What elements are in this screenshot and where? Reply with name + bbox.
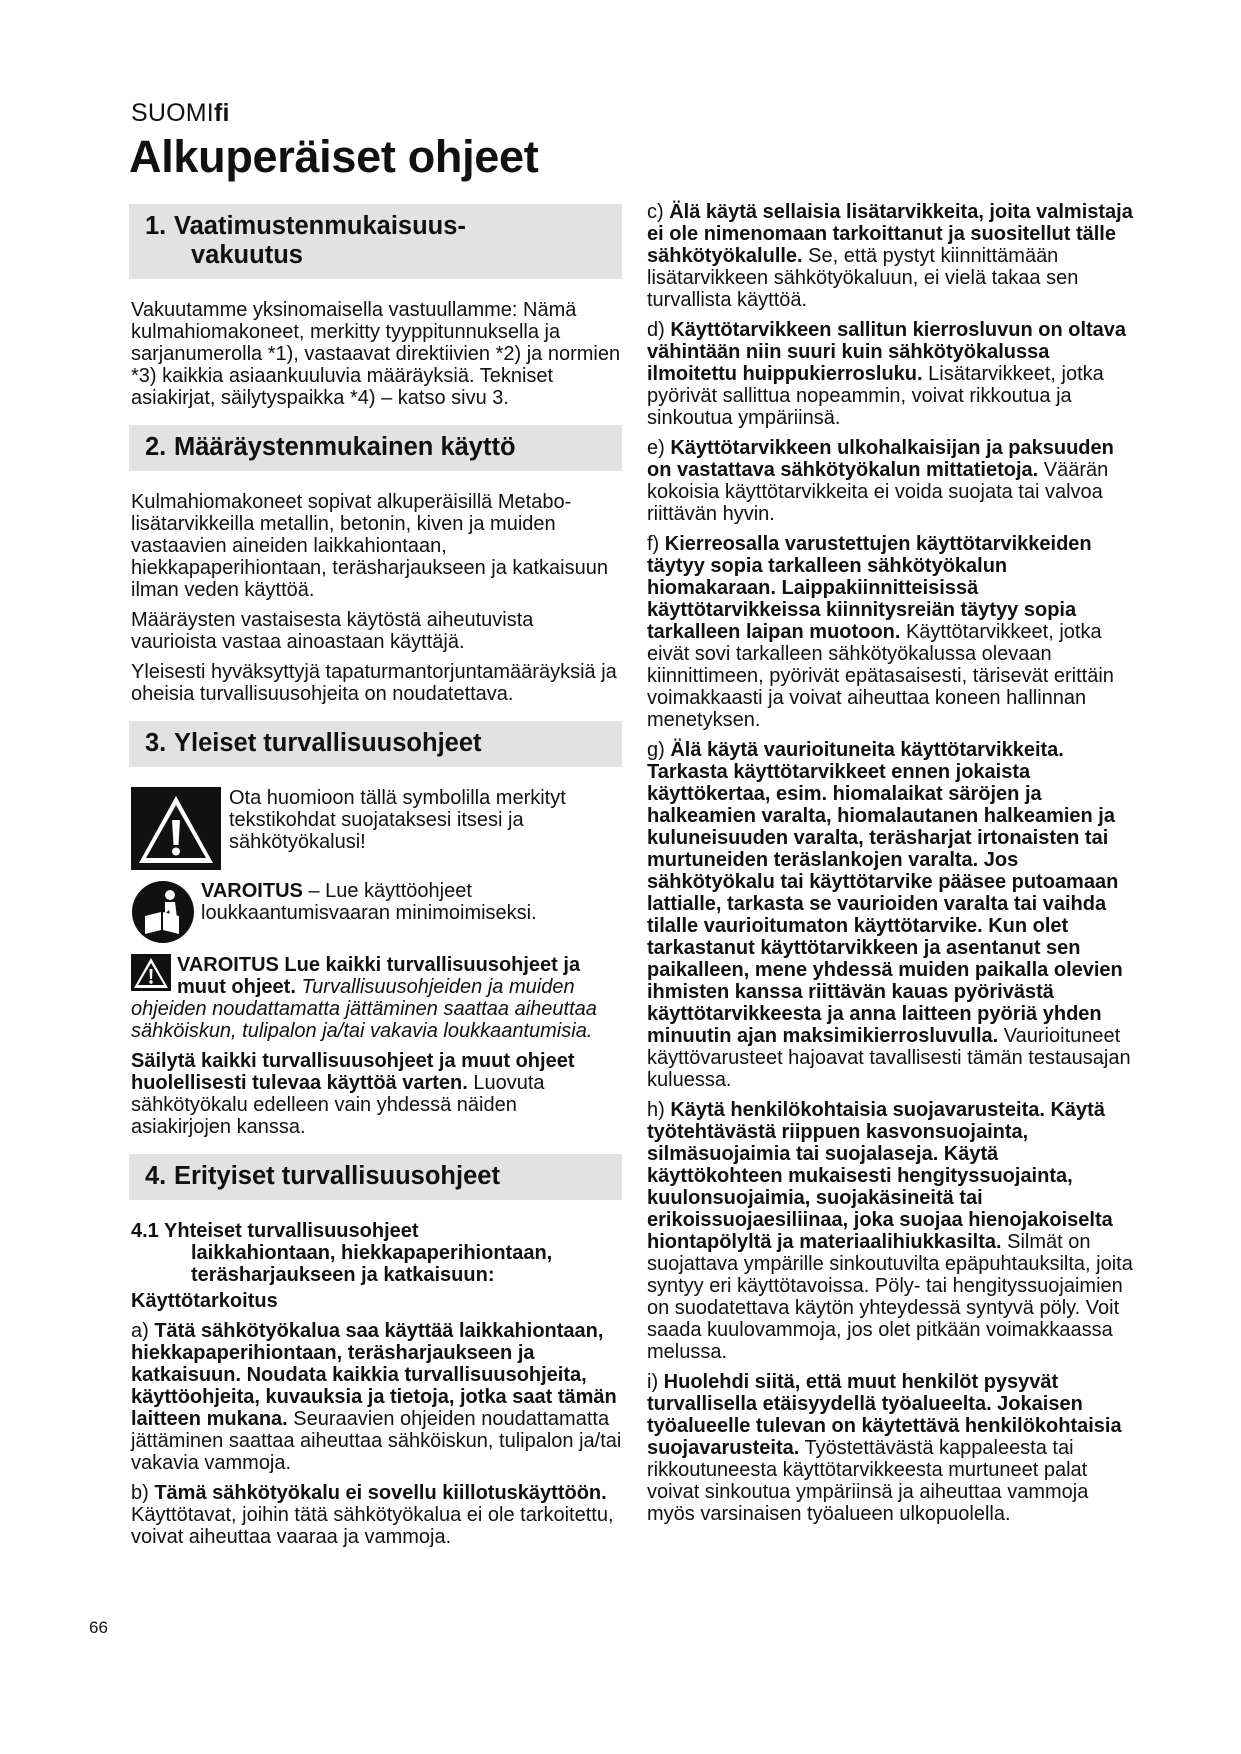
item-b bbox=[131, 1482, 622, 1548]
item-f-bold: Kierreosalla varustettujen käyttötarvikkeiden täytyy sopia tarkalleen sähkötyökalun hiomakaraan. Laippakiinnitteisissä käyttötarvikkeissa kiinnitysreiän täytyy sopia tarkalleen laipan muotoon. bbox=[647, 533, 1092, 643]
section-1-title-line1: Vaatimustenmukaisuus- bbox=[174, 212, 466, 240]
section-4-title: Erityiset turvallisuusohjeet bbox=[174, 1162, 500, 1190]
item-e-prefix: e) bbox=[647, 437, 671, 459]
language-prefix: SUOMI bbox=[131, 99, 214, 127]
section-2-number: 2. bbox=[145, 433, 167, 461]
read-manual-icon bbox=[131, 880, 195, 944]
page-number: 66 bbox=[89, 1618, 108, 1637]
item-c-bold: Älä käytä sellaisia lisätarvikkeita, joita valmistaja ei ole nimenomaan tarkoittanut ja suositellut tälle sähkötyökalulle. bbox=[647, 201, 1133, 267]
keep-instructions-text: Luovuta sähkötyökalu edelleen vain yhdessä näiden asiakirjojen kanssa. bbox=[131, 1072, 545, 1138]
section-2-title: Määräystenmukainen käyttö bbox=[174, 433, 516, 461]
section-2-paragraph-1: Kulmahiomakoneet sopivat alkuperäisillä Metabo-lisätarvikkeilla metallin, betonin, kiven ja muiden vastaavien aineiden laikkahiontaan, hiekkapaperihiontaan, teräsharjaukseen ja katkaisuun ilman veden käyttöä. bbox=[131, 491, 608, 601]
warning-label: VAROITUS bbox=[201, 880, 303, 902]
right-column bbox=[647, 201, 1137, 1533]
item-d-bold: Käyttötarvikkeen sallitun kierrosluvun on oltava vähintään niin suuri kuin sähkötyökalussa ilmoitettu huippukierrosluku. bbox=[647, 319, 1127, 385]
subsection-title-line3: teräsharjaukseen ja katkaisuun: bbox=[191, 1264, 495, 1286]
item-g-bold: Älä käytä vaurioituneita käyttötarvikkeita. Tarkasta käyttötarvikkeet ennen jokaista käyttökertaa, esim. hiomalaikat säröjen ja halkeamien varalta, hiomalautanen halkeamien ja kuluneisuuden varalta, teräsharjat irtonaisten tai murtuneiden teräslankojen varalta. Jos sähkötyökalu tai käyttötarvike pääsee putoamaan lattialle, tarkasta se vaurioiden varalta tai vaihda tilalle vaurioitumaton käyttötarvike. Kun olet tarkastanut käyttötarvikkeen ja asentanut sen paikalleen, mene yhdessä muiden paikalla olevien ihmisten kanssa riittävän kauas pyörivästä käyttötarvikkeesta ja anna laitteen pyöriä yhden minuutin ajan maksimikierrosluvulla. bbox=[647, 739, 1123, 1047]
section-1-paragraph: Vakuutamme yksinomaisella vastuullamme: Nämä kulmahiomakoneet, merkitty tyyppitunnuksella ja sarjanumerolla *1), vastaavat direktiivien *2) ja normien *3) kaikkia asiaankuuluvia määräyksiä. Tekniset asiakirjat, säilytyspaikka *4) – katso sivu 3. bbox=[131, 299, 621, 409]
general-warning-italic: Turvallisuusohjeiden ja muiden ohjeiden noudattamatta jättäminen saattaa aiheuttaa sähköiskun, tulipalon ja/tai vakavia loukkaantumisia. bbox=[131, 976, 597, 1042]
item-c bbox=[647, 201, 1137, 311]
item-e-bold: Käyttötarvikkeen ulkohalkaisijan ja paksuuden on vastattava sähkötyökalun mittatietoja. bbox=[647, 437, 1114, 481]
item-i-text: Työstettävästä kappaleesta tai rikkoutuneesta käyttötarvikkeesta murtuneet palat voivat sinkoutua ympäriinsä ja aiheuttaa vammoja myös varsinaisen työalueen ulkopuolella. bbox=[647, 1437, 1089, 1525]
language-label bbox=[131, 99, 230, 128]
section-1-number: 1. bbox=[145, 212, 167, 240]
item-i bbox=[647, 1371, 1137, 1525]
item-d-text: Lisätarvikkeet, jotka pyörivät sallittua nopeammin, voivat rikkoutua ja sinkoutua ympäriinsä. bbox=[647, 363, 1104, 429]
item-a-prefix: a) bbox=[131, 1320, 155, 1342]
subsection-number: 4.1 bbox=[131, 1220, 159, 1242]
read-manual-warning-row bbox=[131, 880, 622, 944]
section-4-heading bbox=[129, 1154, 622, 1200]
item-g bbox=[647, 739, 1137, 1091]
item-i-bold: Huolehdi siitä, että muut henkilöt pysyvät turvallisella etäisyydellä työalueelta. Jokaisen työalueelle tulevan on käytettävä henkilökohtaisia suojavarusteita. bbox=[647, 1371, 1122, 1459]
item-h-prefix: h) bbox=[647, 1099, 671, 1121]
section-3-heading bbox=[129, 721, 622, 767]
item-a-bold: Tätä sähkötyökalua saa käyttää laikkahiontaan, hiekkapaperihiontaan, teräsharjaukseen ja katkaisuun. Noudata kaikkia turvallisuusohjeita, käyttöohjeita, kuvauksia ja tietoja, jotka saat tämän laitteen mukana. bbox=[131, 1320, 617, 1430]
section-4-number: 4. bbox=[145, 1162, 167, 1190]
warning-triangle-small-icon bbox=[131, 954, 171, 991]
read-manual-warning bbox=[201, 880, 622, 924]
subsection-4-1-heading bbox=[131, 1220, 622, 1286]
purpose-heading: Käyttötarkoitus bbox=[131, 1290, 278, 1312]
section-3-number: 3. bbox=[145, 729, 167, 757]
item-c-prefix: c) bbox=[647, 201, 670, 223]
item-c-text: Se, että pystyt kiinnittämään lisätarvikkeen sähkötyökaluun, ei vielä takaa sen turvallista käyttöä. bbox=[647, 245, 1079, 311]
item-h bbox=[647, 1099, 1137, 1363]
item-d bbox=[647, 319, 1137, 429]
item-i-prefix: i) bbox=[647, 1371, 664, 1393]
warning-symbol-row bbox=[131, 787, 622, 870]
item-g-text: Vaurioituneet käyttövarusteet hajoavat tavallisesti tämän testausajan kuluessa. bbox=[647, 1025, 1131, 1091]
general-warning bbox=[131, 954, 622, 1042]
item-f-prefix: f) bbox=[647, 533, 665, 555]
item-h-bold: Käytä henkilökohtaisia suojavarusteita. Käytä työtehtävästä riippuen kasvonsuojainta, silmäsuojaimia tai suojalaseja. Käytä käyttökohteen mukaisesti hengityssuojainta, kuulonsuojaimia, suojakäsineitä tai erikoissuojaesiliinaa, joka suojaa hienojakoiselta hiontapölyltä ja materiaalihiukkasilta. bbox=[647, 1099, 1113, 1253]
page-title: Alkuperäiset ohjeet bbox=[129, 131, 539, 182]
section-1-heading bbox=[129, 204, 622, 279]
item-b-prefix: b) bbox=[131, 1482, 155, 1504]
item-d-prefix: d) bbox=[647, 319, 671, 341]
item-h-text: Silmät on suojattava ympärille sinkoutuvilta epäpuhtauksilta, joita syntyy eri käyttötavoissa. Pöly- tai hengityssuojaimien on suodatettava käytön yhteydessä syntyvä pöly. Voit saada kuulovammoja, jos olet pitkään voimakkaassa melussa. bbox=[647, 1231, 1133, 1363]
read-manual-text: – Lue käyttöohjeet loukkaantumisvaaran minimoimiseksi. bbox=[201, 880, 537, 924]
warning-triangle-icon bbox=[131, 787, 221, 870]
general-warning-bold: VAROITUS Lue kaikki turvallisuusohjeet ja muut ohjeet. bbox=[177, 954, 581, 998]
item-a bbox=[131, 1320, 622, 1474]
section-2-heading bbox=[129, 425, 622, 471]
item-g-prefix: g) bbox=[647, 739, 671, 761]
item-a-text: Seuraavien ohjeiden noudattamatta jättäminen saattaa aiheuttaa sähköiskun, tulipalon ja/tai vakavia vammoja. bbox=[131, 1408, 622, 1474]
item-e bbox=[647, 437, 1137, 525]
language-code: fi bbox=[213, 99, 230, 127]
symbol-explanation-text: Ota huomioon tällä symbolilla merkityt tekstikohdat suojataksesi itsesi ja sähkötyökalusi! bbox=[229, 787, 566, 853]
section-2-paragraph-3: Yleisesti hyväksyttyjä tapaturmantorjuntamääräyksiä ja oheisia turvallisuusohjeita on noudatettava. bbox=[131, 661, 617, 705]
section-1-title-line2: vakuutus bbox=[191, 241, 303, 269]
subsection-title-line2: laikkahiontaan, hiekkapaperihiontaan, bbox=[191, 1242, 553, 1264]
section-2-paragraph-2: Määräysten vastaisesta käytöstä aiheutuvista vaurioista vastaa ainoastaan käyttäjä. bbox=[131, 609, 534, 653]
item-b-bold: Tämä sähkötyökalu ei sovellu kiillotuskäyttöön. bbox=[154, 1482, 607, 1504]
item-f-text: Käyttötarvikkeet, jotka eivät sovi tarkalleen sähkötyökalussa olevaan kiinnittimeen, pyörivät epätasaisesti, tärisevät erittäin voimakkaasti ja voivat aiheuttaa koneen hallinnan menetyksen. bbox=[647, 621, 1114, 731]
keep-instructions-bold: Säilytä kaikki turvallisuusohjeet ja muut ohjeet huolellisesti tulevaa käyttöä varten. bbox=[131, 1050, 575, 1094]
section-3-title: Yleiset turvallisuusohjeet bbox=[174, 729, 482, 757]
item-f bbox=[647, 533, 1137, 731]
keep-instructions bbox=[131, 1050, 622, 1138]
item-b-text: Käyttötavat, joihin tätä sähkötyökalua ei ole tarkoitettu, voivat aiheuttaa vaaraa ja vammoja. bbox=[131, 1504, 614, 1548]
left-column bbox=[131, 204, 622, 1556]
item-e-text: Väärän kokoisia käyttötarvikkeita ei voida suojata tai valvoa riittävän hyvin. bbox=[647, 459, 1109, 525]
subsection-title-line1: Yhteiset turvallisuusohjeet bbox=[164, 1220, 419, 1242]
